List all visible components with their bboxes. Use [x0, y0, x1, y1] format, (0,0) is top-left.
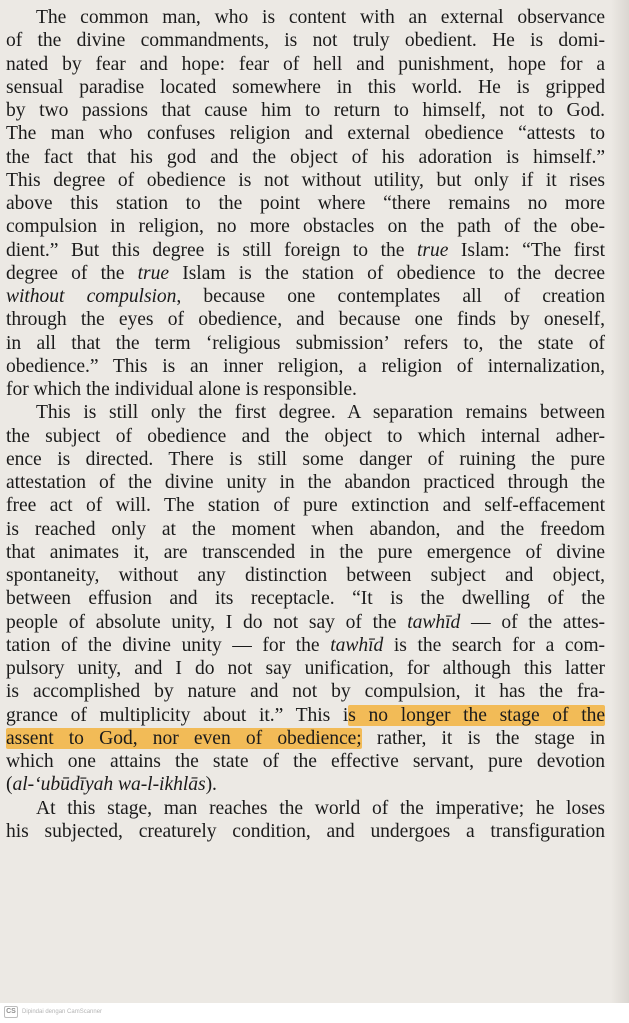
- text-line: that animates it, are transcended in the pure emergence of divine: [6, 541, 605, 563]
- paragraph-2: [6, 401, 605, 796]
- paragraph-1: [6, 6, 605, 401]
- text-line: tation of the divine unity — for the tawhīd is the search for a com-: [6, 634, 605, 656]
- text-line: attestation of the divine unity in the abandon practiced through the: [6, 472, 605, 493]
- text-line: This degree of obedience is not without utility, but only if it rises: [6, 169, 605, 191]
- text-line: his subjected, creaturely condition, and undergoes a transfiguration: [6, 820, 605, 842]
- text-line: At this stage, man reaches the world of the imperative; he loses: [36, 797, 605, 819]
- text-line: The man who confuses religion and external obedience “attests to: [6, 123, 605, 145]
- text-line: in all that the term ‘religious submission’ refers to, the state of: [6, 332, 605, 354]
- text-before-highlight: grance of multiplicity about it.” This i: [6, 704, 349, 726]
- watermark-text: Dipindai dengan CamScanner: [22, 1009, 103, 1015]
- highlight-mark: s no longer the stage of the: [348, 704, 605, 726]
- text-line: is reached only at the moment when abandon, and the freedom: [6, 518, 605, 540]
- text-line: free act of will. The station of pure extinction and self-effacement: [6, 495, 605, 517]
- text-line: The common man, who is content with an external observance: [36, 7, 605, 28]
- text-line: people of absolute unity, I do not say of the tawhīd — of the attes-: [6, 611, 606, 633]
- text-line: obedience.” This is an inner religion, a religion of internalization,: [6, 355, 605, 377]
- camscanner-logo-icon: CS: [4, 1006, 18, 1018]
- text-line: pulsory unity, and I do not say unification, for although this latter: [6, 658, 605, 679]
- scanner-watermark: [4, 1006, 102, 1018]
- text-line: is accomplished by nature and not by compulsion, it has the fra-: [6, 681, 605, 703]
- text-line: dient.” But this degree is still foreign to the true Islam: “The first: [6, 239, 606, 261]
- text-line: without compulsion, because one contemplates all of creation: [6, 286, 605, 307]
- text-line: by two passions that cause him to return to himself, not to God.: [6, 100, 605, 121]
- text-line: through the eyes of obedience, and because one finds by oneself,: [6, 309, 605, 331]
- highlighted-line-2: [6, 727, 605, 750]
- text-line: between effusion and its receptacle. “It is the dwelling of the: [6, 588, 605, 610]
- text-line: for which the individual alone is responsible.: [6, 379, 357, 400]
- text-line: of the divine commandments, is not truly obedient. He is domi-: [6, 30, 605, 52]
- text-line: the subject of obedience and the object to which internal adher-: [6, 425, 605, 447]
- highlight-mark: assent to God, nor even of obedience;: [6, 727, 362, 749]
- text-line: degree of the true Islam is the station of obedience to the decree: [6, 262, 606, 284]
- text-after-highlight: rather, it is the stage in: [361, 727, 605, 749]
- text-line: which one attains the state of the effective servant, pure devotion: [6, 751, 605, 772]
- text-line: This is still only the first degree. A separation remains between: [36, 402, 605, 424]
- text-line: sensual paradise located somewhere in this world. He is gripped: [6, 76, 605, 98]
- text-line: compulsion in religion, no more obstacles on the path of the obe-: [6, 216, 605, 238]
- text-line: nated by fear and hope: fear of hell and punishment, hope for a: [6, 53, 605, 75]
- page-edge-shadow: [611, 0, 629, 1003]
- paragraph-3: [6, 797, 605, 844]
- text-line: (al-‘ubūdīyah wa-l-ikhlās).: [6, 774, 217, 796]
- text-line: above this station to the point where “there remains no more: [6, 193, 605, 214]
- text-line: ence is directed. There is still some danger of ruining the pure: [6, 448, 605, 470]
- highlighted-line-1: [6, 704, 605, 727]
- text-line: spontaneity, without any distinction between subject and object,: [6, 565, 605, 586]
- text-line: the fact that his god and the object of his adoration is himself.”: [6, 146, 605, 168]
